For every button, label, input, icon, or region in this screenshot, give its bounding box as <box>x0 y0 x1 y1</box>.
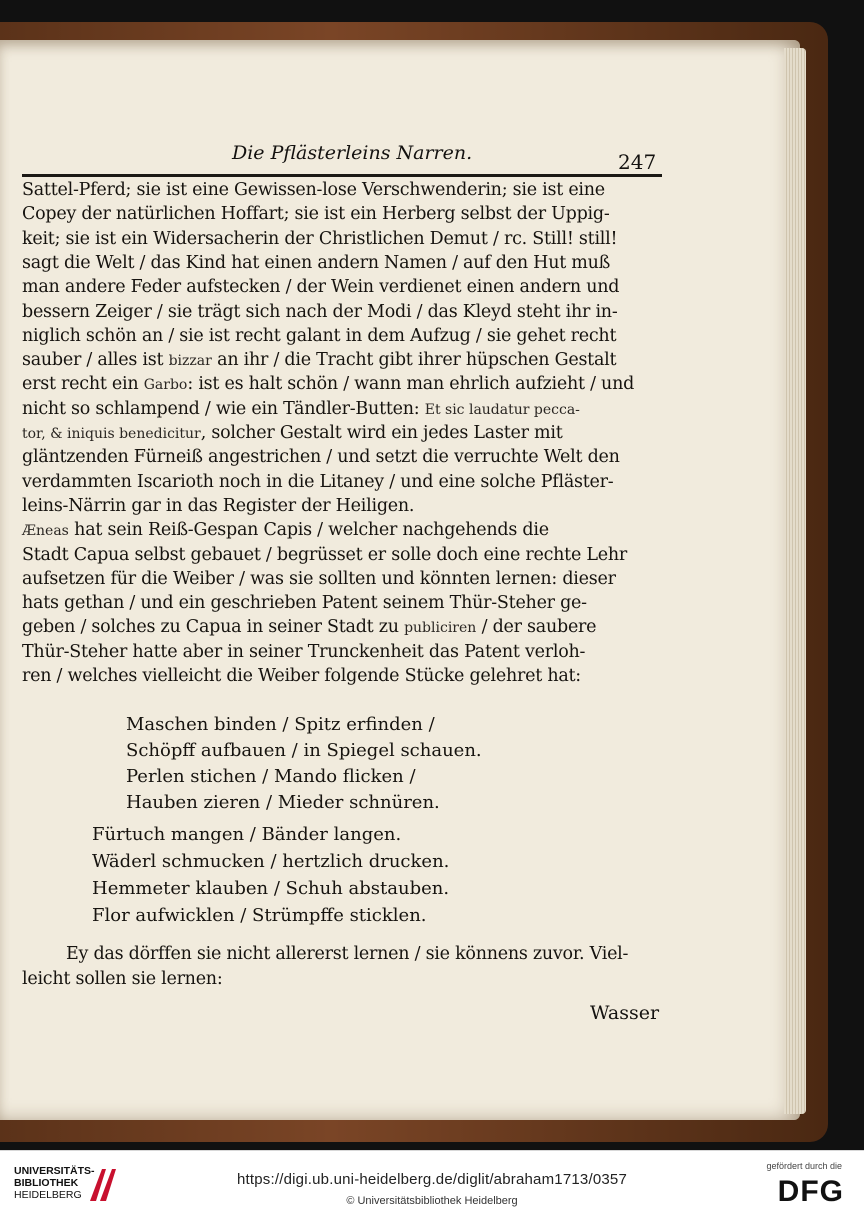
line-text-rest: : ist es halt schön / wann man ehrlich aufzieht / und <box>187 374 635 395</box>
dfg-logo[interactable]: DFG <box>777 1175 844 1208</box>
line-text: nicht so schlampend / wie ein Tändler-Butten: <box>22 398 425 419</box>
line-text: keit; sie ist ein Widersacherin der Christlichen Demut / rc. Still! still! <box>22 228 618 249</box>
viewer-footer <box>0 1150 864 1219</box>
latin-word: Garbo <box>143 377 188 394</box>
line-text: erst recht ein <box>22 374 144 395</box>
latin-word: Æneas <box>22 523 69 540</box>
line-text-rest: , solcher Gestalt wird ein jedes Laster mit <box>200 423 563 443</box>
text-line <box>22 447 620 467</box>
library-name-line2: BIBLIOTHEK <box>14 1177 79 1189</box>
latin-word: tor, & iniquis benedicitur <box>22 426 201 442</box>
text-line <box>22 326 616 346</box>
verse-line: Maschen binden / Spitz erfinden / <box>126 714 435 735</box>
text-line <box>22 229 617 249</box>
funder-note: gefördert durch die <box>766 1161 842 1171</box>
line-text: verdammten Iscarioth noch in die Litaney / und eine solche Pfläster- <box>22 471 614 492</box>
line-text-rest: an ihr / die Tracht gibt ihrer hüpschen Gestalt <box>211 350 617 371</box>
line-text: Thür-Steher hatte aber in seiner Trunckenheit das Patent verloh- <box>22 641 586 662</box>
page-edges <box>784 48 806 1114</box>
line-text-rest: hat sein Reiß-Gespan Capis / welcher nachgehends die <box>68 520 549 541</box>
verse-line: Wäderl schmucken / hertzlich drucken. <box>92 851 450 872</box>
line-text-rest: / der saubere <box>476 617 597 638</box>
verse-line: Fürtuch mangen / Bänder langen. <box>92 824 402 845</box>
line-text: leins-Närrin gar in das Register der Heiligen. <box>22 495 415 516</box>
text-line <box>22 545 627 565</box>
verse-line: Hauben zieren / Mieder schnüren. <box>126 792 440 813</box>
line-text: Sattel-Pferd; sie ist eine Gewissen-lose Verschwenderin; sie ist eine <box>22 180 605 200</box>
latin-word: Et sic laudatur pecca- <box>424 401 580 418</box>
line-text: aufsetzen für die Weiber / was sie sollten und könnten lernen: dieser <box>22 568 616 589</box>
line-text: man andere Feder aufstecken / der Wein verdienet einen andern und <box>22 277 620 298</box>
line-text: sagt die Welt / das Kind hat einen andern Namen / auf den Hut muß <box>22 252 611 273</box>
line-text: Stadt Capua selbst gebauet / begrüsset er solle doch eine rechte Lehr <box>22 544 627 565</box>
line-text: Copey der natürlichen Hoffart; sie ist ein Herberg selbst der Uppig- <box>22 204 610 225</box>
verse-line: Flor aufwicklen / Strümpffe sticklen. <box>92 905 427 926</box>
closing-line: Ey das dörffen sie nicht allererst lernen / sie könnens zuvor. Viel- <box>66 944 629 964</box>
running-head: Die Pflästerleins Narren. <box>232 142 473 164</box>
text-line <box>22 593 587 613</box>
closing-line: leicht sollen sie lernen: <box>22 969 223 989</box>
header-rule <box>22 174 662 177</box>
text-line <box>22 617 596 637</box>
permalink-url[interactable]: https://digi.ub.uni-heidelberg.de/diglit/abraham1713/0357 <box>236 1171 627 1188</box>
latin-word: publiciren <box>404 620 477 637</box>
latin-word: bizzar <box>168 353 212 370</box>
library-name-line1: UNIVERSITÄTS- <box>14 1165 95 1177</box>
line-text: niglich schön an / sie ist recht galant in dem Aufzug / sie gehet recht <box>22 325 617 346</box>
text-line <box>22 204 610 224</box>
verse-line: Perlen stichen / Mando flicken / <box>126 766 416 787</box>
text-line <box>22 399 580 419</box>
catchword: Wasser <box>590 1002 660 1024</box>
line-text: hats gethan / und ein geschrieben Patent seinem Thür-Steher ge- <box>22 593 587 614</box>
text-line <box>22 666 581 686</box>
verse-line: Hemmeter klauben / Schuh abstauben. <box>92 878 450 899</box>
line-text: bessern Zeiger / sie trägt sich nach der Modi / das Kleyd steht ihr in- <box>22 301 618 322</box>
text-line <box>22 520 549 540</box>
text-line <box>22 277 619 297</box>
line-text: sauber / alles ist <box>22 350 169 371</box>
text-line <box>22 180 605 200</box>
text-line <box>22 472 613 492</box>
verse-line: Schöpff aufbauen / in Spiegel schauen. <box>126 740 482 761</box>
line-text: geben / solches zu Capua in seiner Stadt zu <box>22 617 405 638</box>
text-line <box>22 423 563 443</box>
page-number: 247 <box>618 150 657 174</box>
line-text: gläntzenden Fürneiß angestrichen / und setzt die verruchte Welt den <box>22 447 620 468</box>
library-name-line3: HEIDELBERG <box>14 1189 82 1201</box>
text-line <box>22 569 616 589</box>
line-text: ren / welches vielleicht die Weiber folgende Stücke gelehret hat: <box>22 666 581 686</box>
copyright-notice: © Universitätsbibliothek Heidelberg <box>346 1195 518 1207</box>
text-line <box>22 496 414 516</box>
text-line <box>22 374 634 394</box>
text-line <box>22 350 616 370</box>
text-line <box>22 642 585 662</box>
text-line <box>22 253 610 273</box>
text-line <box>22 302 618 322</box>
